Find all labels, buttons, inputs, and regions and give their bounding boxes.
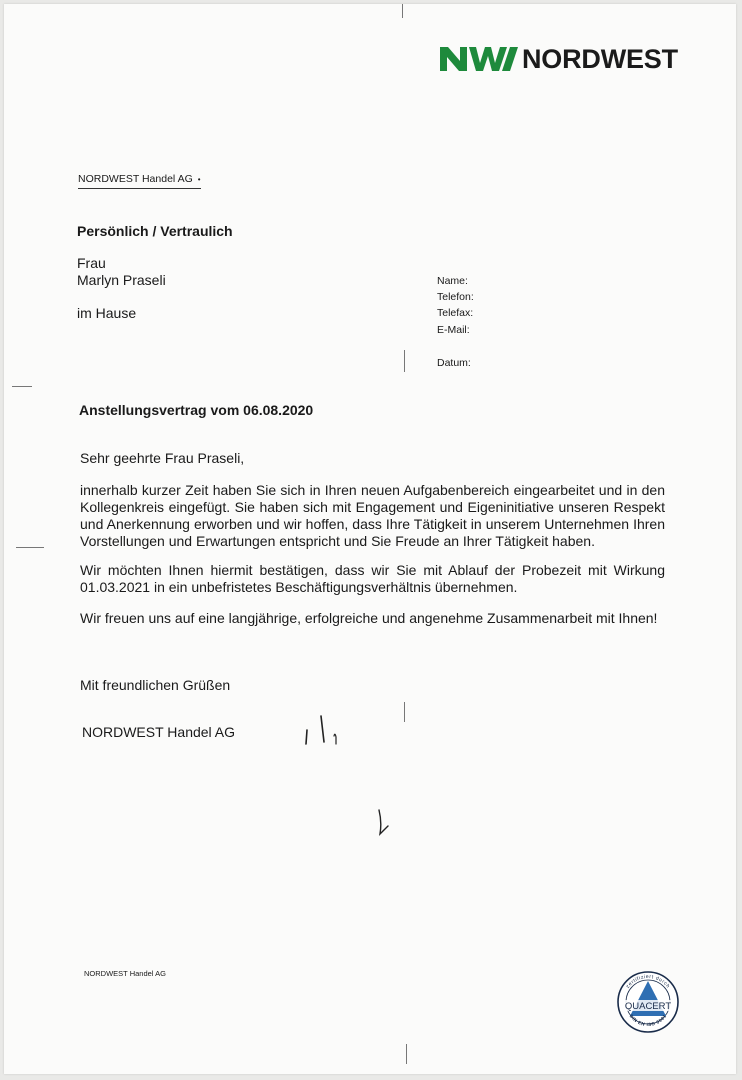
recipient-salutation: Frau <box>77 255 106 271</box>
contact-phone-label: Telefon: <box>437 291 474 303</box>
brand-name: NORDWEST <box>522 43 678 74</box>
fold-mark-bottom <box>406 1044 407 1064</box>
handwritten-signature <box>294 704 404 844</box>
confidential-label: Persönlich / Vertraulich <box>77 223 233 239</box>
sender-address-line <box>78 173 201 189</box>
svg-text:DIN EN ISO 9001: DIN EN ISO 9001 <box>628 1013 668 1028</box>
recipient-name: Marlyn Praseli <box>77 272 166 288</box>
punch-mark-lower <box>16 547 44 548</box>
footer-company: NORDWEST Handel AG <box>84 969 166 978</box>
company-signature-name: NORDWEST Handel AG <box>82 724 236 740</box>
contact-name-label: Name: <box>437 275 468 287</box>
sender-line-text: NORDWEST Handel AG <box>78 173 193 185</box>
fold-mark-middle <box>404 350 405 372</box>
letter-page <box>4 4 736 1074</box>
nordwest-logo <box>438 44 678 74</box>
quacert-seal-icon <box>616 970 680 1034</box>
fold-mark-lower <box>404 702 405 722</box>
punch-mark-upper <box>12 386 32 387</box>
nw-logo-mark-icon <box>438 47 520 71</box>
contact-email-label: E-Mail: <box>437 324 470 336</box>
letter-subject: Anstellungsvertrag vom 06.08.2020 <box>79 402 314 418</box>
letter-paragraph-2: Wir möchten Ihnen hiermit bestätigen, dass wir Sie mit Ablauf der Probezeit mit Wirkung 01.03.2021 in ein unbefristetes Beschäftigungsverhältnis übernehmen. <box>80 562 665 595</box>
letter-paragraph-3: Wir freuen uns auf eine langjährige, erfolgreiche und angenehme Zusammenarbeit mit Ihnen! <box>80 610 658 626</box>
contact-fax-label: Telefax: <box>437 307 474 319</box>
letter-closing: Mit freundlichen Grüßen <box>80 677 231 693</box>
letter-paragraph-1: innerhalb kurzer Zeit haben Sie sich in Ihren neuen Aufgabenbereich eingearbeitet und in den Kollegenkreis eingefügt. Sie haben sich mit Engagement und Eigeninitiative unseren Respekt und Anerkennung erworben und wir hoffen, dass Ihre Tätigkeit in unserem Unternehmen Ihren Vorstellungen und Erwartungen entspricht und Sie Freude an Ihrer Tätigkeit haben. <box>80 482 665 549</box>
contact-date-label: Datum: <box>437 357 471 369</box>
fold-mark-top <box>402 4 403 18</box>
svg-text:QUACERT: QUACERT <box>624 1001 672 1012</box>
letter-greeting: Sehr geehrte Frau Praseli, <box>80 450 245 466</box>
recipient-location: im Hause <box>77 305 137 321</box>
svg-text:zertifiziert durch: zertifiziert durch <box>625 973 671 990</box>
sender-line-marker: • <box>197 175 201 184</box>
